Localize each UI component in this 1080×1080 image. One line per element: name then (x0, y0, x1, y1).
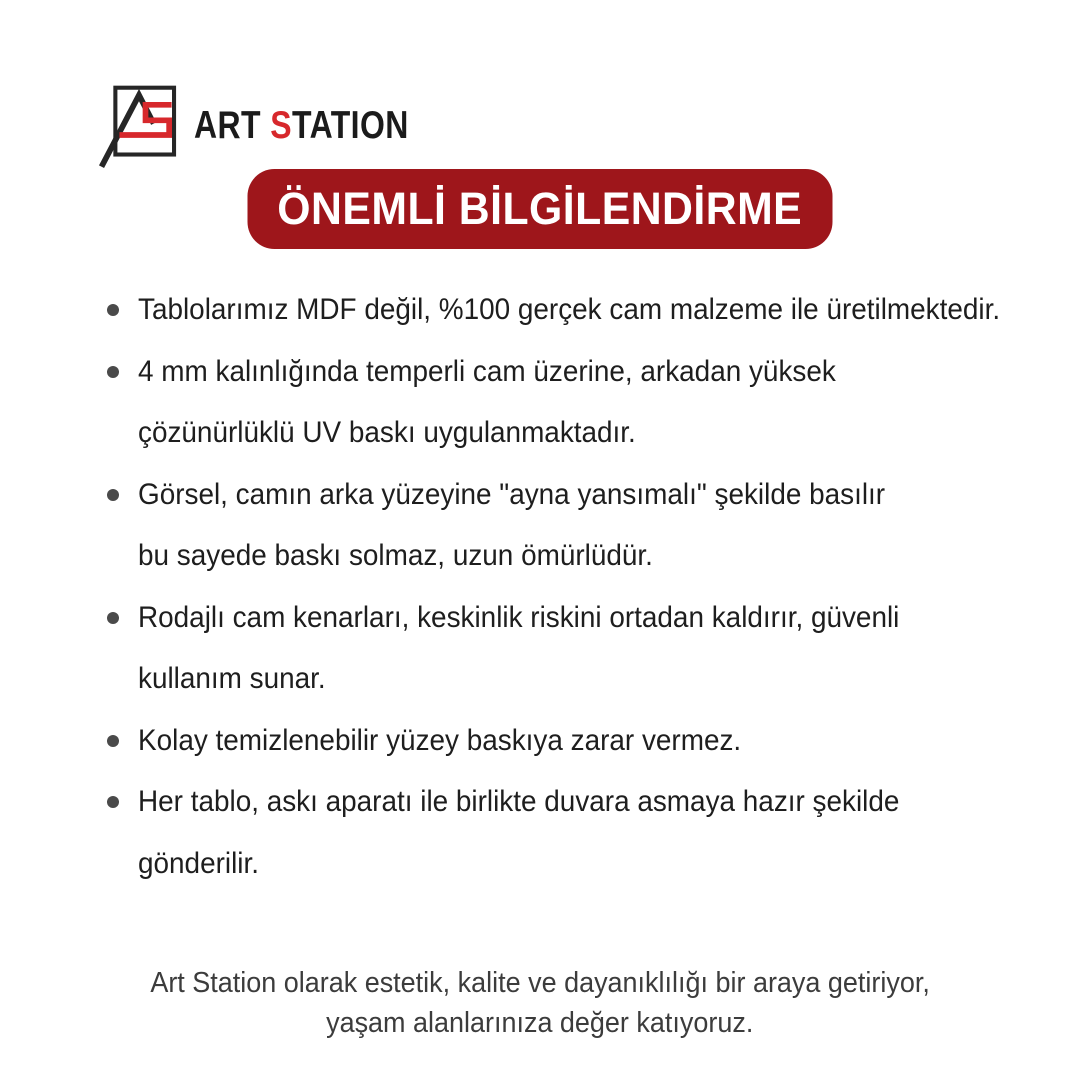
bullet-text: 4 mm kalınlığında temperli cam üzerine, arkadan yüksek (138, 354, 836, 388)
logo (98, 82, 456, 170)
bullet-text: Rodajlı cam kenarları, keskinlik riskini ortadan kaldırır, güvenli (138, 600, 900, 634)
bullet-text: kullanım sunar. (138, 662, 326, 695)
list-item (100, 587, 1000, 710)
bullet-dot (107, 304, 119, 316)
bullet-text: Her tablo, askı aparatı ile birlikte duvara asmaya hazır şekilde (138, 785, 900, 818)
important-info-badge (248, 169, 833, 249)
badge-label: ÖNEMLİ BİLGİLENDİRME (277, 183, 803, 234)
list-item (100, 341, 1000, 464)
list-item (100, 710, 1000, 772)
brand-prefix: ART (194, 104, 271, 147)
list-item (100, 464, 1000, 587)
bullet-text: gönderilir. (138, 846, 259, 880)
list-item (100, 279, 1000, 341)
bullet-dot (107, 612, 119, 624)
brand-suffix: TATION (292, 104, 409, 147)
bullet-dot (107, 735, 119, 747)
footer-tagline (0, 963, 1080, 1043)
bullet-dot (107, 796, 119, 808)
bullet-dot (107, 366, 119, 378)
bullet-text: bu sayede baskı solmaz, uzun ömürlüdür. (138, 539, 653, 572)
info-bullet-list (100, 279, 1000, 894)
list-item (100, 771, 1000, 894)
brand-red-s: S (270, 104, 293, 147)
footer-line: yaşam alanlarınıza değer katıyoruz. (326, 1007, 754, 1039)
footer-line: Art Station olarak estetik, kalite ve dayanıklılığı bir araya getiriyor, (150, 967, 930, 999)
bullet-text: Kolay temizlenebilir yüzey baskıya zarar vermez. (138, 723, 742, 757)
bullet-text: çözünürlüklü UV baskı uygulanmaktadır. (138, 416, 636, 449)
bullet-text: Görsel, camın arka yüzeyine "ayna yansımalı" şekilde basılır (138, 477, 886, 511)
as-monogram-icon (98, 82, 180, 170)
brand-name (194, 104, 409, 148)
bullet-dot (107, 489, 119, 501)
bullet-text: Tablolarımız MDF değil, %100 gerçek cam malzeme ile üretilmektedir. (138, 293, 1001, 326)
